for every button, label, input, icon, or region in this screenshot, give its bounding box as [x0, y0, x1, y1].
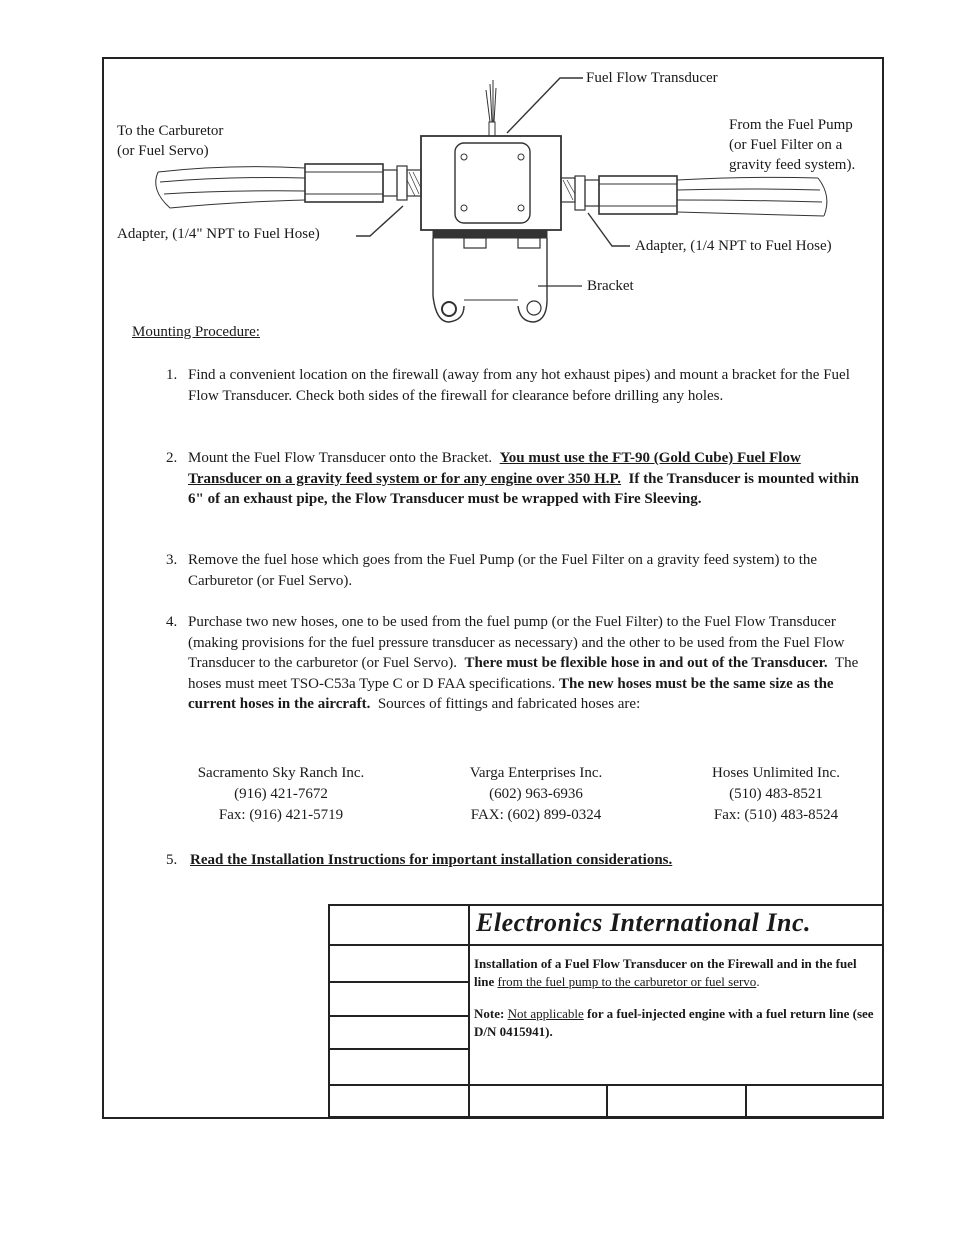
supplier-phone: (510) 483-8521 — [729, 786, 823, 802]
right-hose — [677, 177, 827, 216]
supplier-name: Varga Enterprises Inc. — [469, 765, 603, 781]
step-number: 5. — [166, 852, 178, 868]
step-number: 3. — [166, 552, 178, 568]
step-3 — [166, 550, 866, 591]
step-warning-underlined: You must use the FT-90 (Gold Cube) Fuel Flow Transducer on a gravity feed system or for any engine over 350 H.P. — [188, 450, 801, 487]
description-note — [474, 1005, 878, 1041]
step-text: Mount the Fuel Flow Transducer onto the Bracket. — [188, 450, 493, 466]
step-1 — [166, 365, 866, 406]
description-end: . — [756, 974, 760, 989]
label-from-pump-1: From the Fuel Pump — [729, 117, 853, 133]
divider — [606, 1084, 608, 1116]
drawing-description — [474, 955, 878, 1041]
procedure-heading: Mounting Procedure: — [132, 324, 260, 340]
step-text-c: Sources of fittings and fabricated hoses are: — [377, 696, 641, 712]
supplier-2 — [426, 763, 646, 826]
step-4 — [166, 612, 866, 715]
step-2 — [166, 448, 866, 510]
left-hose-fitting — [305, 164, 383, 202]
description-text: Installation of a Fuel Flow Transducer on the Firewall and in the fuel line — [474, 956, 857, 989]
step-bold-b: The new hoses must be the same size as the current hoses in the aircraft. — [188, 675, 834, 712]
description-main — [474, 955, 878, 991]
label-to-carburetor-1: To the Carburetor — [117, 123, 224, 139]
note-label: Note: — [474, 1006, 505, 1021]
step-text-b: The hoses must meet TSO-C53a Type C or D FAA specifications. — [188, 655, 859, 692]
bracket-drawing — [433, 230, 547, 322]
label-fuel-flow-transducer: Fuel Flow Transducer — [586, 70, 718, 86]
description-underlined: from the fuel pump to the carburetor or fuel servo — [497, 974, 757, 989]
supplier-phone: (916) 421-7672 — [234, 786, 328, 802]
step-warning-bold: If the Transducer is mounted within 6" of an exhaust pipe, the Flow Transducer must be wrapped with Fire Sleeving. — [188, 470, 859, 507]
step-5 — [166, 850, 866, 871]
step-number: 4. — [166, 614, 178, 630]
label-adapter-right: Adapter, (1/4 NPT to Fuel Hose) — [635, 238, 832, 254]
supplier-fax: Fax: (510) 483-8524 — [713, 807, 839, 823]
divider — [330, 944, 468, 946]
left-adapter — [383, 170, 397, 196]
label-from-pump-3: gravity feed system). — [729, 157, 856, 173]
step-text: Remove the fuel hose which goes from the Fuel Pump (or the Fuel Filter on a gravity feed system) to the Carburetor (or Fuel Servo). — [188, 552, 818, 589]
supplier-fax: FAX: (602) 899-0324 — [470, 807, 602, 823]
supplier-fax: Fax: (916) 421-5719 — [218, 807, 344, 823]
supplier-name: Hoses Unlimited Inc. — [712, 765, 840, 781]
step-number: 1. — [166, 367, 178, 383]
company-name: Electronics International Inc. — [476, 908, 811, 937]
step-text: Purchase two new hoses, one to be used from the fuel pump (or the Fuel Filter) to the Fuel Flow Transducer (making provisions for the fuel pressure transducer as necessary) and the other to be used from the Fuel Flow Transducer to the carburetor (or Fuel Servo). — [188, 614, 845, 671]
note-text: for a fuel-injected engine with a fuel return line (see D/N 0415941). — [474, 1006, 874, 1039]
label-from-pump-2: (or Fuel Filter on a — [729, 137, 843, 153]
label-adapter-left: Adapter, (1/4" NPT to Fuel Hose) — [117, 226, 320, 242]
label-bracket: Bracket — [587, 278, 634, 294]
left-hose — [156, 167, 305, 208]
divider — [330, 1048, 468, 1050]
divider — [330, 981, 468, 983]
label-to-carburetor-2: (or Fuel Servo) — [117, 143, 209, 159]
right-hose-fitting — [599, 176, 677, 214]
supplier-3 — [666, 763, 886, 826]
supplier-1 — [171, 763, 391, 826]
divider — [468, 944, 884, 946]
step-number: 2. — [166, 450, 178, 466]
note-underlined: Not applicable — [507, 1006, 584, 1021]
step-text: Read the Installation Instructions for important installation considerations. — [190, 852, 673, 868]
step-text: Find a convenient location on the firewall (away from any hot exhaust pipes) and mount a bracket for the Fuel Flow Transducer. Check both sides of the firewall for clearance before drilling any holes. — [188, 367, 850, 404]
divider — [745, 1084, 747, 1116]
step-bold-a: There must be flexible hose in and out of the Transducer. — [464, 655, 828, 671]
supplier-name: Sacramento Sky Ranch Inc. — [197, 765, 365, 781]
transducer-body — [421, 136, 561, 230]
supplier-phone: (602) 963-6936 — [489, 786, 583, 802]
divider — [330, 1015, 468, 1017]
